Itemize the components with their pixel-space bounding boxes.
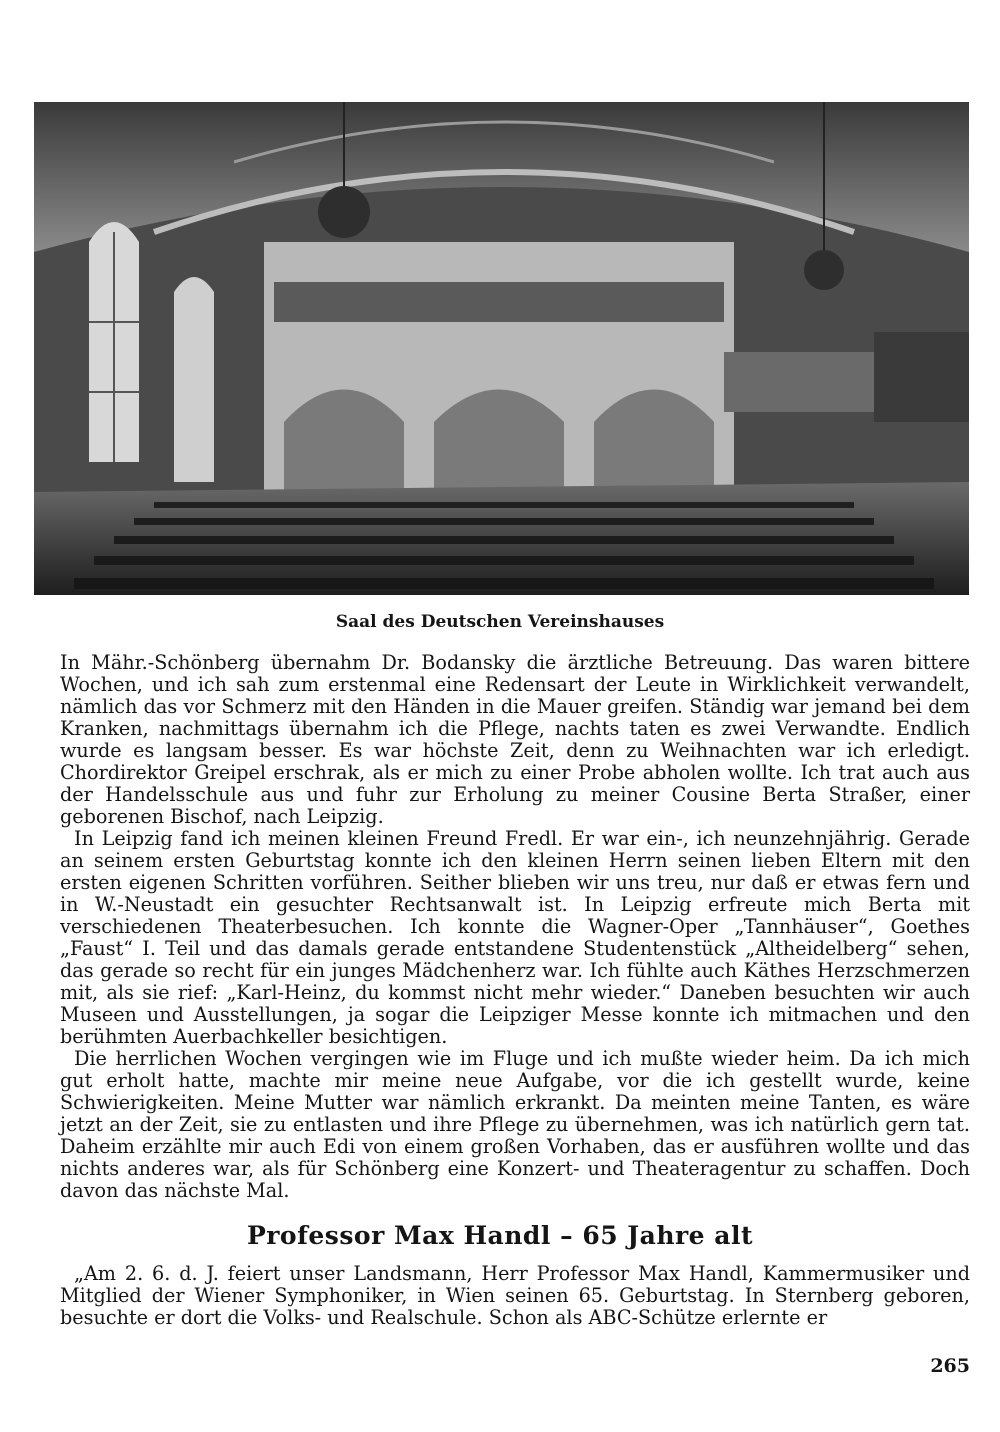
paragraph: „Am 2. 6. d. J. feiert unser Landsmann, Herr Professor Max Handl, Kammermusiker und Mitglied der Wiener Symphoniker, in Wien seinen 65. Geburtstag. In Sternberg geboren, besuchte er dort die Volks- und Realschule. Schon als ABC-Schütze erlernte er	[60, 1262, 970, 1329]
article-body-second	[60, 1263, 970, 1329]
hall-illustration	[34, 102, 969, 595]
photo-caption: Saal des Deutschen Vereinshauses	[335, 612, 665, 632]
concert-hall-photo	[34, 102, 969, 595]
page-number: 265	[930, 1355, 970, 1377]
article-heading: Professor Max Handl – 65 Jahre alt	[246, 1221, 754, 1250]
paragraph: Die herrlichen Wochen vergingen wie im Fluge und ich mußte wieder heim. Da ich mich gut erholt hatte, machte mir meine neue Aufgabe, vor die ich gestellt wurde, keine Schwierigkeiten. Meine Mutter war nämlich erkrankt. Da meinten meine Tanten, es wäre jetzt an der Zeit, sie zu entlasten und ihre Pflege zu übernehmen, was ich natürlich gern tat. Daheim erzählte mir auch Edi von einem großen Vorhaben, das er ausführen wollte und das nichts anderes war, als für Schönberg eine Konzert- und Theateragentur zu schaffen. Doch davon das nächste Mal.	[60, 1047, 970, 1202]
article-body	[60, 652, 970, 1202]
paragraph: In Leipzig fand ich meinen kleinen Freund Fredl. Er war ein-, ich neunzehnjährig. Gerade an seinem ersten Geburtstag konnte ich den kleinen Herrn seinen lieben Eltern mit den ersten eigenen Schritten vorführen. Seither blieben wir uns treu, nur daß er etwas fern und in W.-Neustadt ein gesuchter Rechtsanwalt ist. In Leipzig erfreute mich Berta mit verschiedenen Theaterbesuchen. Ich konnte die Wagner-Oper „Tannhäuser“, Goethes „Faust“ I. Teil und das damals gerade entstandene Studentenstück „Altheidelberg“ sehen, das gerade so recht für ein junges Mädchenherz war. Ich fühlte auch Käthes Herzschmerzen mit, als sie rief: „Karl-Heinz, du kommst nicht mehr wieder.“ Daneben besuchten wir auch Museen und Ausstellungen, ja sogar die Leipziger Messe konnte ich mitmachen und den berühmten Auerbachkeller besichtigen.	[60, 827, 970, 1048]
paragraph: In Mähr.-Schönberg übernahm Dr. Bodansky die ärztliche Betreuung. Das waren bittere Wochen, und ich sah zum erstenmal eine Redensart der Leute in Wirklichkeit verwandelt, nämlich das vor Schmerz mit den Händen in die Mauer greifen. Ständig war jemand bei dem Kranken, nachmittags übernahm ich die Pflege, nachts taten es zwei Verwandte. Endlich wurde es langsam besser. Es war höchste Zeit, denn zu Weihnachten war ich erledigt. Chordirektor Greipel erschrak, als er mich zu einer Probe abholen wollte. Ich trat auch aus der Handelsschule aus und fuhr zur Erholung zu meiner Cousine Berta Straßer, einer geborenen Bischof, nach Leipzig.	[60, 651, 970, 828]
